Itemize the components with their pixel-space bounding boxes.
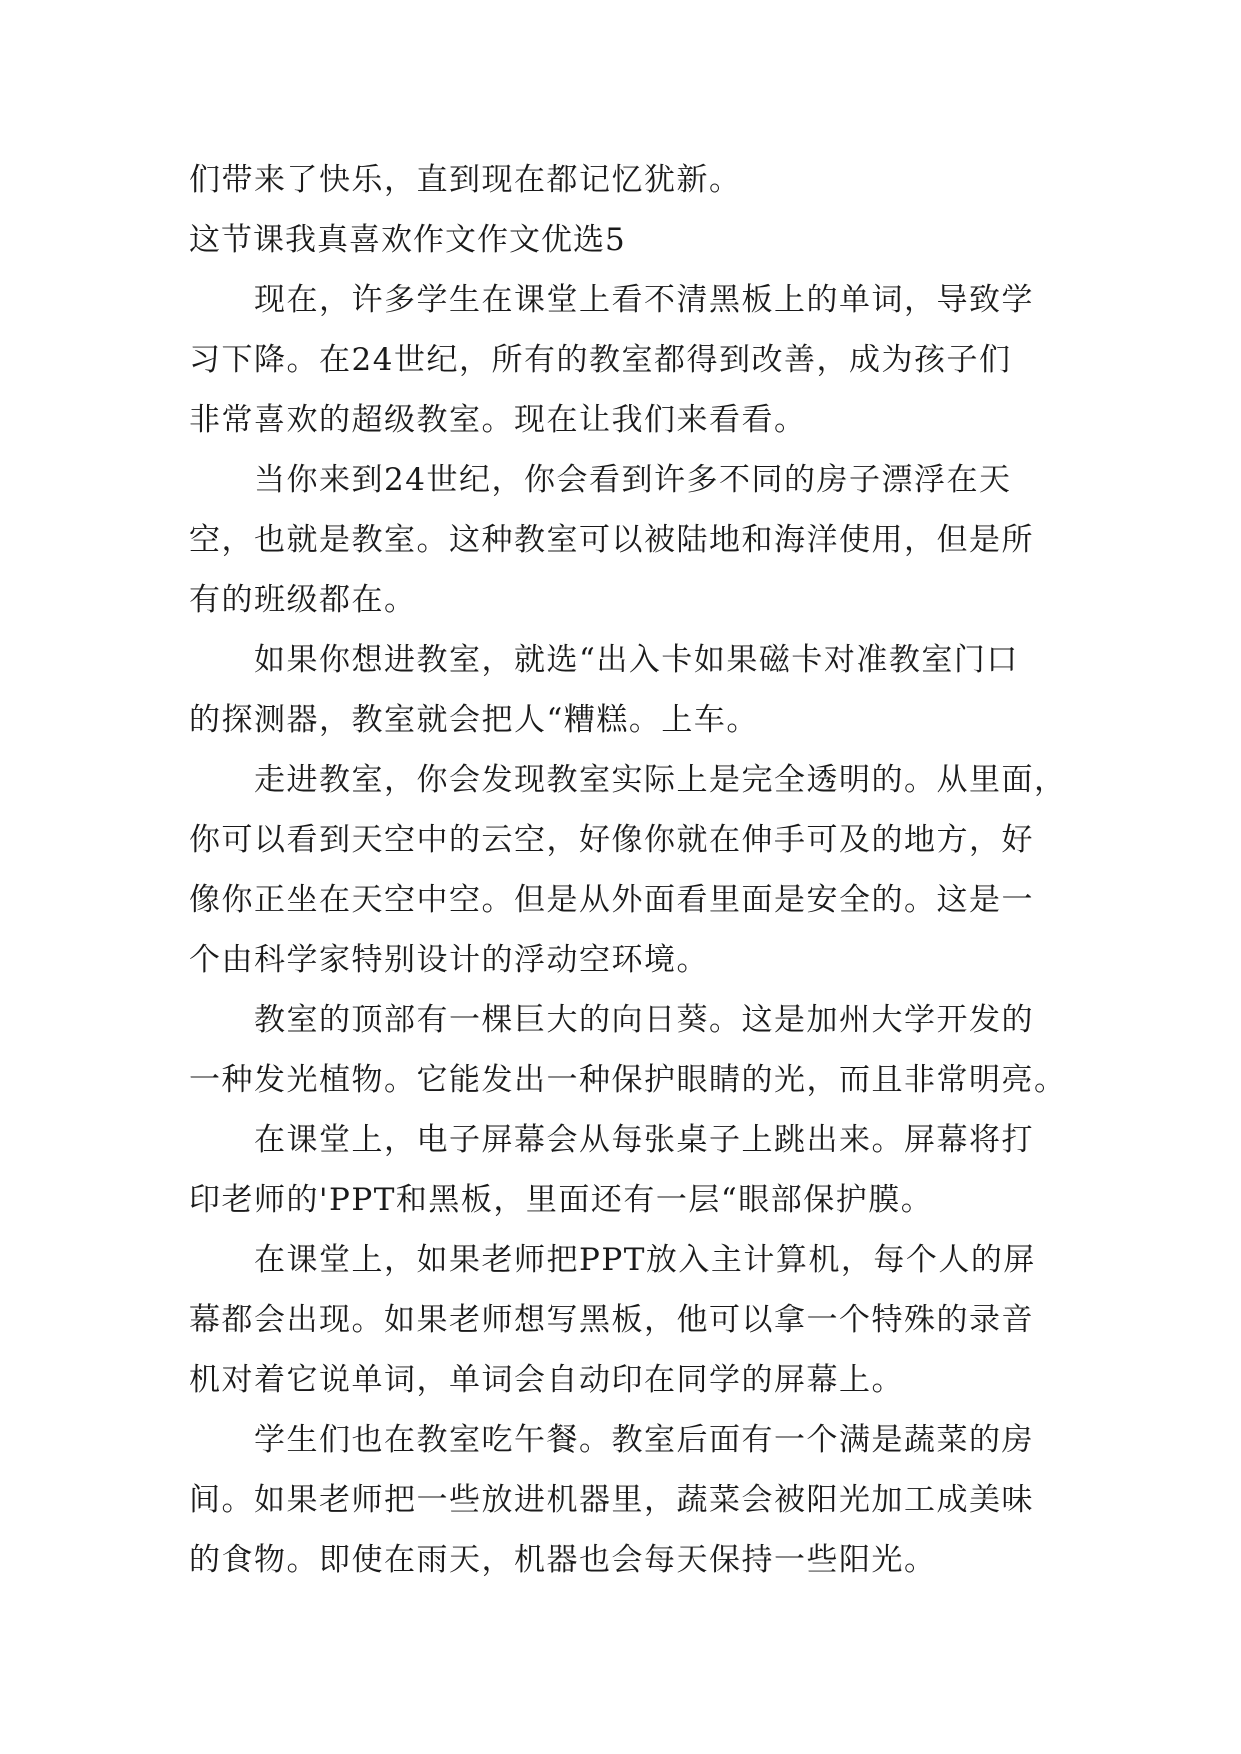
section-heading: 这节课我真喜欢作文作文优选5: [189, 222, 626, 258]
text-line: 印老师的'PPT和黑板，里面还有一层“眼部保护膜。: [189, 1182, 934, 1218]
text-line: 一种发光植物。它能发出一种保护眼睛的光，而且非常明亮。: [189, 1062, 1067, 1098]
text-line: 机对着它说单词，单词会自动印在同学的屏幕上。: [189, 1362, 904, 1398]
text-line: 当你来到24世纪，你会看到许多不同的房子漂浮在天: [189, 462, 1012, 498]
text-line: 空，也就是教室。这种教室可以被陆地和海洋使用，但是所: [189, 522, 1034, 558]
text-line: 在课堂上，如果老师把PPT放入主计算机，每个人的屏: [189, 1242, 1036, 1278]
text-line: 教室的顶部有一棵巨大的向日葵。这是加州大学开发的: [189, 1002, 1034, 1038]
text-line: 非常喜欢的超级教室。现在让我们来看看。: [189, 402, 807, 438]
text-line: 你可以看到天空中的云空，好像你就在伸手可及的地方，好: [189, 822, 1034, 858]
text-line: 现在，许多学生在课堂上看不清黑板上的单词，导致学: [189, 282, 1034, 318]
text-line: 间。如果老师把一些放进机器里，蔬菜会被阳光加工成美味: [189, 1482, 1034, 1518]
text-line: 走进教室，你会发现教室实际上是完全透明的。从里面，: [189, 762, 1067, 798]
document-body: [189, 150, 1069, 1590]
text-line: 学生们也在教室吃午餐。教室后面有一个满是蔬菜的房: [189, 1422, 1034, 1458]
text-line: 在课堂上，电子屏幕会从每张桌子上跳出来。屏幕将打: [189, 1122, 1034, 1158]
text-line: 个由科学家特别设计的浮动空环境。: [189, 942, 709, 978]
text-line: 们带来了快乐，直到现在都记忆犹新。: [189, 162, 742, 198]
text-line: 幕都会出现。如果老师想写黑板，他可以拿一个特殊的录音: [189, 1302, 1034, 1338]
text-line: 像你正坐在天空中空。但是从外面看里面是安全的。这是一: [189, 882, 1034, 918]
text-line: 的探测器，教室就会把人“糟糕。上车。: [189, 702, 759, 738]
text-line: 有的班级都在。: [189, 582, 417, 618]
text-line: 如果你想进教室，就选“出入卡如果磁卡对准教室门口: [189, 642, 1019, 678]
text-line: 习下降。在24世纪，所有的教室都得到改善，成为孩子们: [189, 342, 1012, 378]
text-line: 的食物。即使在雨天，机器也会每天保持一些阳光。: [189, 1542, 937, 1578]
